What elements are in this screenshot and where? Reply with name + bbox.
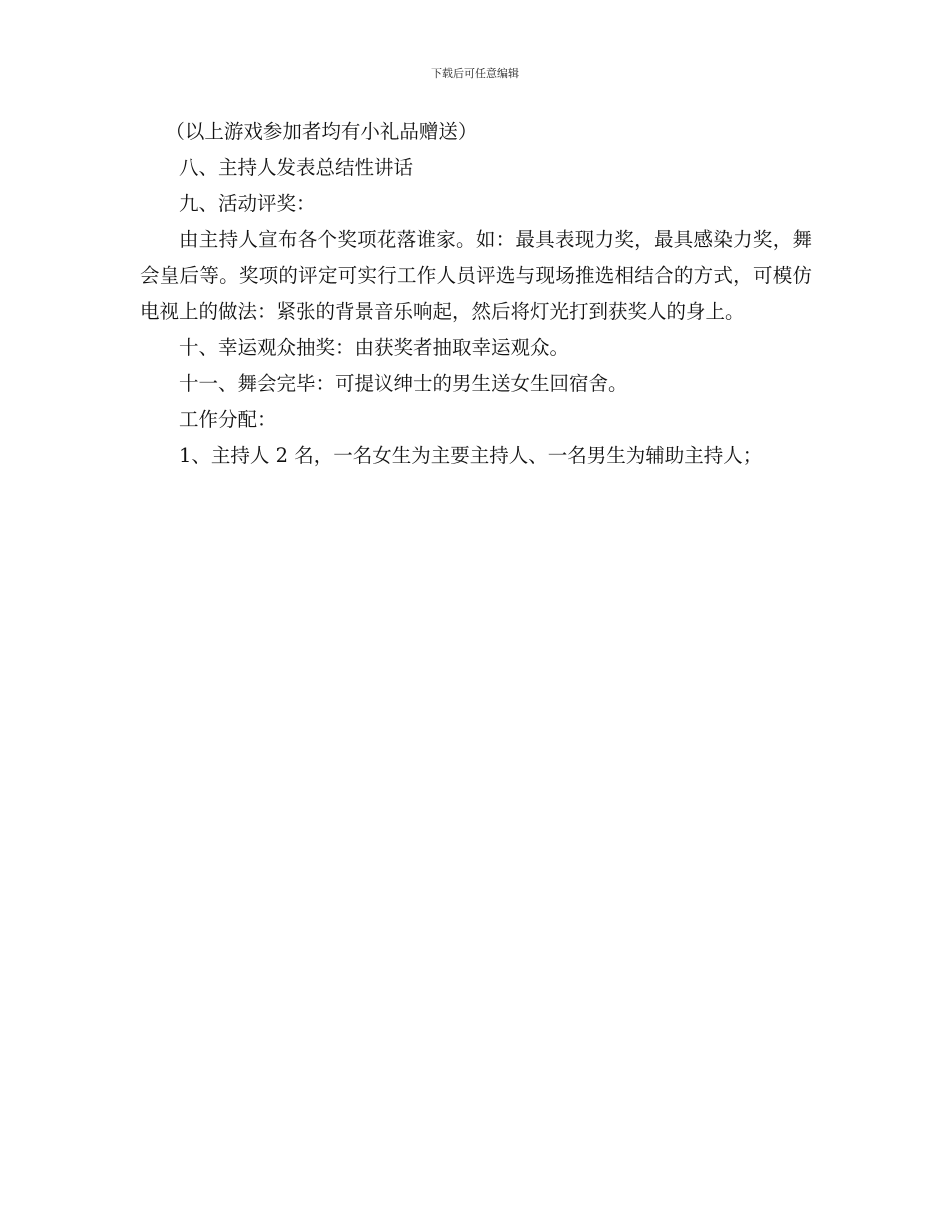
paragraph-section-11: 十一、舞会完毕：可提议绅士的男生送女生回宿舍。 <box>179 372 628 395</box>
paragraph-section-10: 十、幸运观众抽奖：由获奖者抽取幸运观众。 <box>179 336 570 359</box>
paragraph-gift-note: （以上游戏参加者均有小礼品赠送） <box>165 120 478 143</box>
paragraph-award-details: 由主持人宣布各个奖项花落谁家。如：最具表现力奖，最具感染力奖，舞会皇后等。奖项的评定可实行工作人员评选与现场推选相结合的方式，可模仿电视上的做法：紧张的背景音乐响起，然后将灯光打到获奖人的身上。 <box>140 228 812 323</box>
paragraph-section-8: 八、主持人发表总结性讲话 <box>179 156 414 179</box>
page-header: 下载后可任意编辑 <box>431 67 519 80</box>
paragraph-section-9: 九、活动评奖： <box>179 192 316 215</box>
paragraph-work-assignment: 工作分配： <box>179 408 277 431</box>
paragraph-host-assignment: 1、主持人 2 名，一名女生为主要主持人、一名男生为辅助主持人； <box>179 444 763 467</box>
document-body <box>140 114 812 474</box>
